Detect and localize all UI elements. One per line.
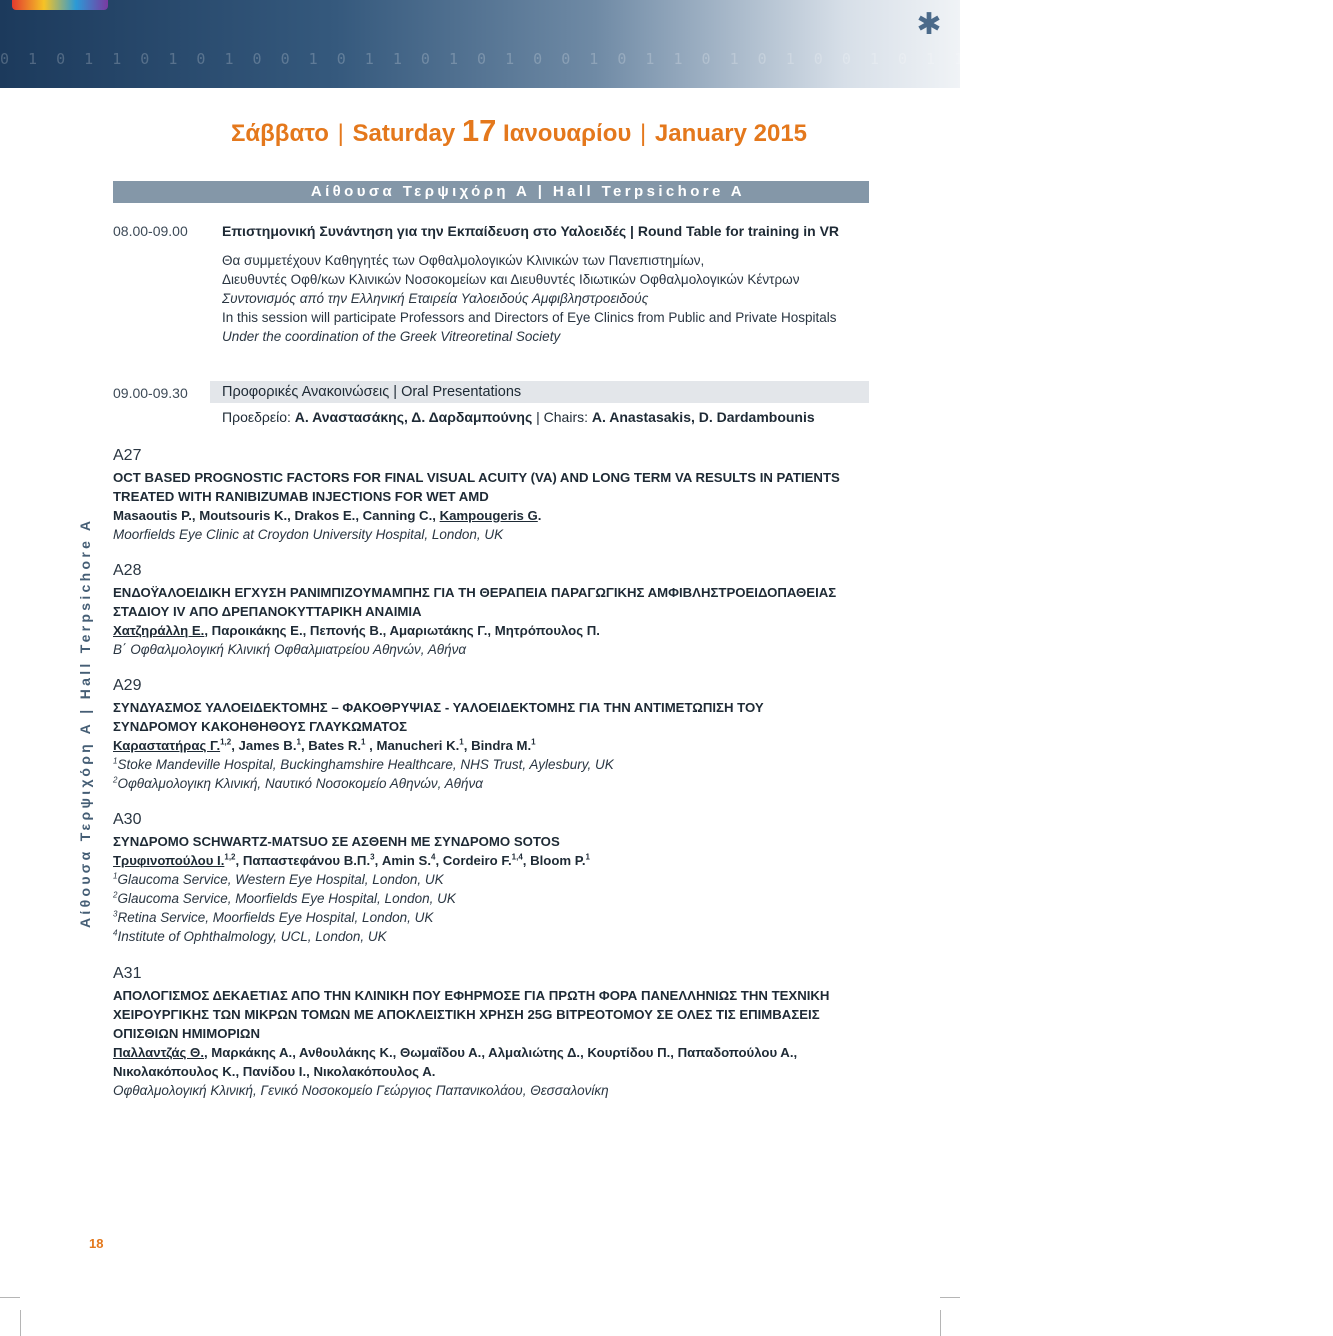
- abstract-a31: [113, 964, 873, 1100]
- presenting-author: Καραστατήρας Γ.: [113, 738, 221, 753]
- abstract-title: ΕΝΔΟΫΑΛΟΕΙΔΙΚΗ ΕΓΧΥΣΗ ΡΑΝΙΜΠΙΖΟΥΜΑΜΠΗΣ ΓΙΑ ΤΗ ΘΕΡΑΠΕΙΑ ΠΑΡΑΓΩΓΙΚΗΣ ΑΜΦΙΒΛΗΣΤΡΟΕΙΔΟΠΑΘΕΙΑΣ: [113, 585, 837, 600]
- crop-mark: [940, 1297, 960, 1298]
- abstract-code: A29: [113, 677, 142, 694]
- abstract-affiliation: $^2$Glaucoma Service, Moorfields Eye Hospital, London, UK: [113, 890, 456, 906]
- abstract-authors: Χατζηράλλη Ε., Παροικάκης Ε., Πεπονής Β., Αμαριωτάκης Γ., Μητρόπουλος Π.: [113, 623, 600, 638]
- abstract-code: A30: [113, 811, 142, 828]
- abstract-title: OCT BASED PROGNOSTIC FACTORS FOR FINAL VISUAL ACUITY (VA) AND LONG TERM VA RESULTS IN PATIENTS: [113, 470, 840, 485]
- session-description: Under the coordination of the Greek Vitreoretinal Society: [222, 329, 561, 344]
- abstract-authors: Καραστατήρας Γ.$^{1,2}$, James B.$^1$, Bates R.$^1$ , Manucheri K.$^1$, Bindra M.$^1$: [113, 737, 536, 753]
- abstract-title: ΣΥΝΔΡΟΜΟΥ ΚΑΚΟΗΘΗΘΟΥΣ ΓΛΑΥΚΩΜΑΤΟΣ: [113, 719, 408, 734]
- crop-mark: [20, 1310, 21, 1336]
- session-description: Συντονισμός από την Ελληνική Εταιρεία Υαλοειδούς Αμφιβληστροειδούς: [222, 291, 649, 306]
- abstract-affiliation: Οφθαλμολογική Κλινική, Γενικό Νοσοκομείο Γεώργιος Παπανικολάου, Θεσσαλονίκη: [113, 1083, 609, 1098]
- crop-mark: [0, 1297, 20, 1298]
- session-time: 08.00-09.00: [113, 223, 188, 239]
- abstract-authors: Παλλαντζάς Θ., Μαρκάκης Α., Ανθουλάκης Κ., Θωμαΐδου Α., Αλμαλιώτης Δ., Κουρτίδου Π., Παπαδοπούλου Α.,: [113, 1045, 798, 1060]
- chairs-line: [222, 409, 815, 425]
- divider: |: [337, 120, 344, 147]
- abstract-title: ΟΠΙΣΘΙΩΝ ΗΜΙΜΟΡΙΩΝ: [113, 1026, 261, 1041]
- presenting-author: Παλλαντζάς Θ.: [113, 1045, 204, 1060]
- abstract-title: ΣΥΝΔΡΟΜΟ SCHWARTZ-MATSUO ΣΕ ΑΣΘΕΝΗ ΜΕ ΣΥΝΔΡΟΜΟ SOTOS: [113, 834, 560, 849]
- abstract-title: ΑΠΟΛΟΓΙΣΜΟΣ ΔΕΚΑΕΤΙΑΣ ΑΠΟ ΤΗΝ ΚΛΙΝΙΚΗ ΠΟΥ ΕΦΗΡΜΟΣΕ ΓΙΑ ΠΡΩΤΗ ΦΟΡΑ ΠΑΝΕΛΛΗΝΙΩΣ ΤΗΝ ΤΕΧΝΙΚΗ: [113, 988, 830, 1003]
- abstract-code: A27: [113, 447, 142, 464]
- abstract-title: ΣΥΝΔΥΑΣΜΟΣ ΥΑΛΟΕΙΔΕΚΤΟΜΗΣ – ΦΑΚΟΘΡΥΨΙΑΣ - ΥΑΛΟΕΙΔΕΚΤΟΜΗΣ ΓΙΑ ΤΗΝ ΑΝΤΙΜΕΤΩΠΙΣΗ ΤΟΥ: [113, 700, 764, 715]
- abstract-affiliation: $^3$Retina Service, Moorfields Eye Hospital, London, UK: [113, 909, 434, 925]
- header-banner: [0, 0, 1333, 88]
- abstract-title: TREATED WITH RANIBIZUMAB INJECTIONS FOR WET AMD: [113, 489, 489, 504]
- abstract-a27: [113, 446, 873, 544]
- english-day: Saturday: [352, 120, 456, 147]
- abstract-a28: [113, 561, 873, 659]
- abstract-affiliation: Moorfields Eye Clinic at Croydon University Hospital, London, UK: [113, 527, 504, 542]
- day-number: 17: [461, 113, 497, 148]
- page-date-title: [231, 113, 851, 149]
- presenting-author: Χατζηράλλη Ε.: [113, 623, 205, 638]
- session-description: In this session will participate Professors and Directors of Eye Clinics from Public and Private Hospitals: [222, 310, 837, 325]
- english-month-year: January 2015: [654, 120, 808, 147]
- abstract-a30: [113, 810, 873, 946]
- greek-month: Ιανουαρίου: [503, 120, 632, 147]
- session-title-bar: Προφορικές Ανακοινώσεις | Oral Presentations: [210, 381, 869, 403]
- cmyk-logo: [12, 0, 108, 10]
- session-description: Θα συμμετέχουν Καθηγητές των Οφθαλμολογικών Κλινικών των Πανεπιστημίων,: [222, 253, 705, 268]
- abstract-title: ΣΤΑΔΙΟΥ IV ΑΠΟ ΔΡΕΠΑΝΟΚΥΤΤΑΡΙΚΗ ΑΝΑΙΜΙΑ: [113, 604, 422, 619]
- page-number: 18: [89, 1236, 104, 1251]
- abstract-affiliation: $^1$Stoke Mandeville Hospital, Buckinghamshire Healthcare, NHS Trust, Aylesbury, UK: [113, 756, 614, 772]
- abstract-code: A31: [113, 965, 142, 982]
- abstract-affiliation: Β΄ Οφθαλμολογική Κλινική Οφθαλμιατρείου Αθηνών, Αθήνα: [113, 642, 467, 657]
- session-title: Επιστημονική Συνάντηση για την Εκπαίδευση στο Υαλοειδές | Round Table for training in VR: [222, 223, 840, 239]
- greek-day: Σάββατο: [231, 120, 329, 147]
- abstract-authors: Νικολακόπουλος Κ., Πανίδου Ι., Νικολακόπουλος Α.: [113, 1064, 436, 1079]
- abstract-authors: Τρυφινοπούλου Ι.$^{1,2}$, Παπαστεφάνου Β.Π.$^3$, Amin S.$^4$, Cordeiro F.$^{1,4}$, Bloom P.$^1$: [113, 852, 590, 868]
- abstract-authors: Masaoutis P., Moutsouris K., Drakos E., Canning C., Kampougeris G.: [113, 508, 542, 523]
- binary-pattern: 0 1 0 1 1 0 1 0 1 0 0 1 0 1 1 0 1 0 1 0 0 1 0 1 1 0 1 0 1 0 0 1 0 1 1 0 1 0 1 0 0 1 0 1 1 0 1 0: [0, 50, 1333, 68]
- abstract-affiliation: $^4$Institute of Ophthalmology, UCL, London, UK: [113, 928, 387, 944]
- crop-mark: [940, 1310, 941, 1336]
- session-description: Διευθυντές Οφθ/κων Κλινικών Νοσοκομείων και Διευθυντές Ιδιωτικών Οφθαλμολογικών Κέντρων: [222, 272, 800, 287]
- chairs-separator: |: [532, 409, 544, 425]
- abstract-affiliation: $^1$Glaucoma Service, Western Eye Hospital, London, UK: [113, 871, 444, 887]
- abstract-a29: [113, 676, 873, 793]
- chairs-prefix: Προεδρείο:: [222, 409, 295, 425]
- chairs-label: Chairs:: [543, 409, 592, 425]
- hall-header-bar: Αίθουσα Τερψιχόρη Α | Hall Terpsichore A: [113, 181, 869, 203]
- presenting-author: Kampougeris G: [439, 508, 538, 523]
- divider: |: [640, 120, 647, 147]
- splat-icon: ✱: [916, 8, 942, 41]
- abstract-code: A28: [113, 562, 142, 579]
- presenting-author: Τρυφινοπούλου Ι.: [113, 853, 225, 868]
- side-hall-label: Αίθουσα Τερψιχόρη Α | Hall Terpsichore A: [77, 517, 93, 928]
- chairs-english: A. Anastasakis, D. Dardambounis: [591, 409, 815, 425]
- abstract-title: ΧΕΙΡΟΥΡΓΙΚΗΣ ΤΩΝ ΜΙΚΡΩΝ ΤΟΜΩΝ ΜΕ ΑΠΟΚΛΕΙΣΤΙΚΗ ΧΡΗΣΗ 25G ΒΙΤΡΕΟΤΟΜΟΥ ΣΕ ΟΛΕΣ ΤΙΣ ΕΠΙΜΒΑΣΕΙΣ: [113, 1007, 820, 1022]
- session-time: 09.00-09.30: [113, 385, 188, 401]
- abstract-affiliation: $^2$Οφθαλμολογικη Κλινική, Ναυτικό Νοσοκομείο Αθηνών, Αθήνα: [113, 775, 483, 791]
- chairs-greek: Α. Αναστασάκης, Δ. Δαρδαμπούνης: [294, 409, 533, 425]
